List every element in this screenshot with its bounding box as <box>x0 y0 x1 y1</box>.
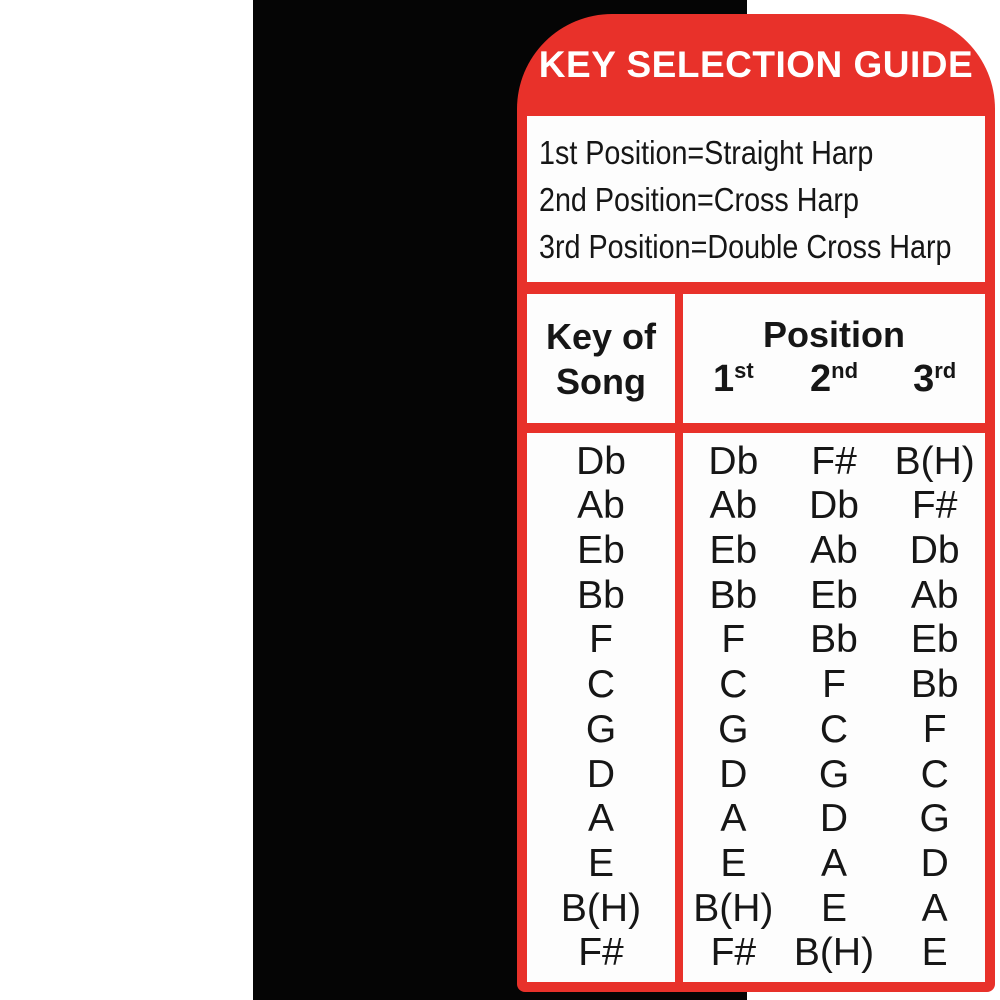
position-2nd-cell: A <box>821 841 848 885</box>
key-cell: B(H) <box>560 886 642 930</box>
position-2nd-cell: F# <box>811 439 857 483</box>
legend-line-1st-position: 1st Position=Straight Harp <box>539 133 874 171</box>
position-3rd-cell: Bb <box>910 663 959 707</box>
positions-columns <box>683 433 985 982</box>
position-1st-cell: F# <box>710 931 757 975</box>
position-1st-cell: Eb <box>709 529 758 573</box>
table-header-row <box>527 294 985 423</box>
position-2nd-cell: F <box>822 663 846 707</box>
table-row <box>683 887 985 931</box>
key-cell: Db <box>576 439 626 483</box>
position-3rd-cell: A <box>921 886 948 930</box>
position-2nd-cell: Db <box>809 484 859 528</box>
column-divider-line <box>675 433 683 982</box>
position-2nd-cell: Bb <box>810 618 858 662</box>
position-3rd-cell: B(H) <box>894 439 975 483</box>
position-2nd-cell: Ab <box>810 529 858 573</box>
key-cell: Bb <box>577 573 625 617</box>
position-column-header <box>683 294 985 423</box>
subheader-2nd-ordinal: nd <box>831 358 859 384</box>
position-3rd-cell: Eb <box>910 618 959 662</box>
position-1st-cell: D <box>719 752 748 796</box>
table-row <box>683 797 985 841</box>
table-body <box>527 433 985 982</box>
table-row <box>683 931 985 975</box>
table-row <box>683 618 985 662</box>
position-2nd-cell: E <box>821 886 848 930</box>
position-legend <box>527 116 985 282</box>
key-of-song-header-line2: Song <box>556 360 646 402</box>
position-1st-cell: A <box>720 797 747 841</box>
key-of-song-column-header <box>527 294 675 423</box>
position-3rd-cell: Db <box>909 529 960 573</box>
table-row <box>683 529 985 573</box>
legend-line-3rd-position: 3rd Position=Double Cross Harp <box>539 227 952 265</box>
position-1st-cell: Ab <box>709 484 758 528</box>
position-2nd-cell: B(H) <box>793 931 875 975</box>
table-row <box>683 574 985 618</box>
position-2nd-cell: D <box>819 797 849 841</box>
position-2nd-cell: G <box>818 752 850 796</box>
position-3rd-cell: E <box>921 931 948 975</box>
key-cell: D <box>586 752 616 796</box>
position-2nd-cell: Eb <box>810 573 858 617</box>
subheader-3rd-number: 3 <box>913 357 935 400</box>
card-header <box>527 14 985 116</box>
black-backdrop <box>253 0 975 1000</box>
position-1st-cell: G <box>718 707 749 751</box>
key-cell: C <box>586 663 616 707</box>
section-divider <box>527 282 985 294</box>
subheader-2nd <box>784 357 885 406</box>
table-row <box>683 663 985 707</box>
table-row <box>683 708 985 752</box>
key-cell: F <box>589 618 613 662</box>
legend-line-2nd-position: 2nd Position=Cross Harp <box>539 180 859 218</box>
key-cell: Ab <box>577 484 625 528</box>
key-cell: F# <box>578 931 624 975</box>
section-divider <box>527 423 985 433</box>
key-cell: E <box>587 841 614 885</box>
subheader-1st-number: 1 <box>712 357 735 400</box>
subheader-3rd-ordinal: rd <box>934 358 957 384</box>
position-3rd-cell: F# <box>911 484 958 528</box>
table-row <box>683 440 985 484</box>
position-3rd-cell: C <box>920 752 949 796</box>
subheader-1st <box>683 357 784 406</box>
position-3rd-cell: D <box>920 841 949 885</box>
key-of-song-header-line1: Key of <box>545 315 657 357</box>
position-subheaders <box>683 357 985 406</box>
position-1st-cell: Bb <box>709 573 758 617</box>
column-divider-line <box>675 294 683 423</box>
position-header-label: Position <box>763 313 905 355</box>
key-of-song-column <box>527 433 675 982</box>
position-1st-cell: E <box>720 841 747 885</box>
subheader-3rd <box>884 357 985 406</box>
card-title: KEY SELECTION GUIDE <box>538 44 974 85</box>
subheader-1st-ordinal: st <box>734 358 754 384</box>
position-1st-cell: B(H) <box>693 886 774 930</box>
key-selection-guide-card <box>517 14 995 992</box>
table-row <box>683 842 985 886</box>
subheader-2nd-number: 2 <box>809 357 832 400</box>
key-cell: G <box>585 707 617 751</box>
table-row <box>683 753 985 797</box>
position-2nd-cell: C <box>819 707 849 751</box>
key-cell: Eb <box>577 529 625 573</box>
position-3rd-cell: Ab <box>910 573 959 617</box>
position-1st-cell: F <box>721 618 746 662</box>
position-3rd-cell: F <box>922 707 947 751</box>
position-1st-cell: Db <box>708 439 759 483</box>
position-1st-cell: C <box>719 663 748 707</box>
position-3rd-cell: G <box>919 797 950 841</box>
table-row <box>683 484 985 528</box>
key-cell: A <box>587 797 614 841</box>
